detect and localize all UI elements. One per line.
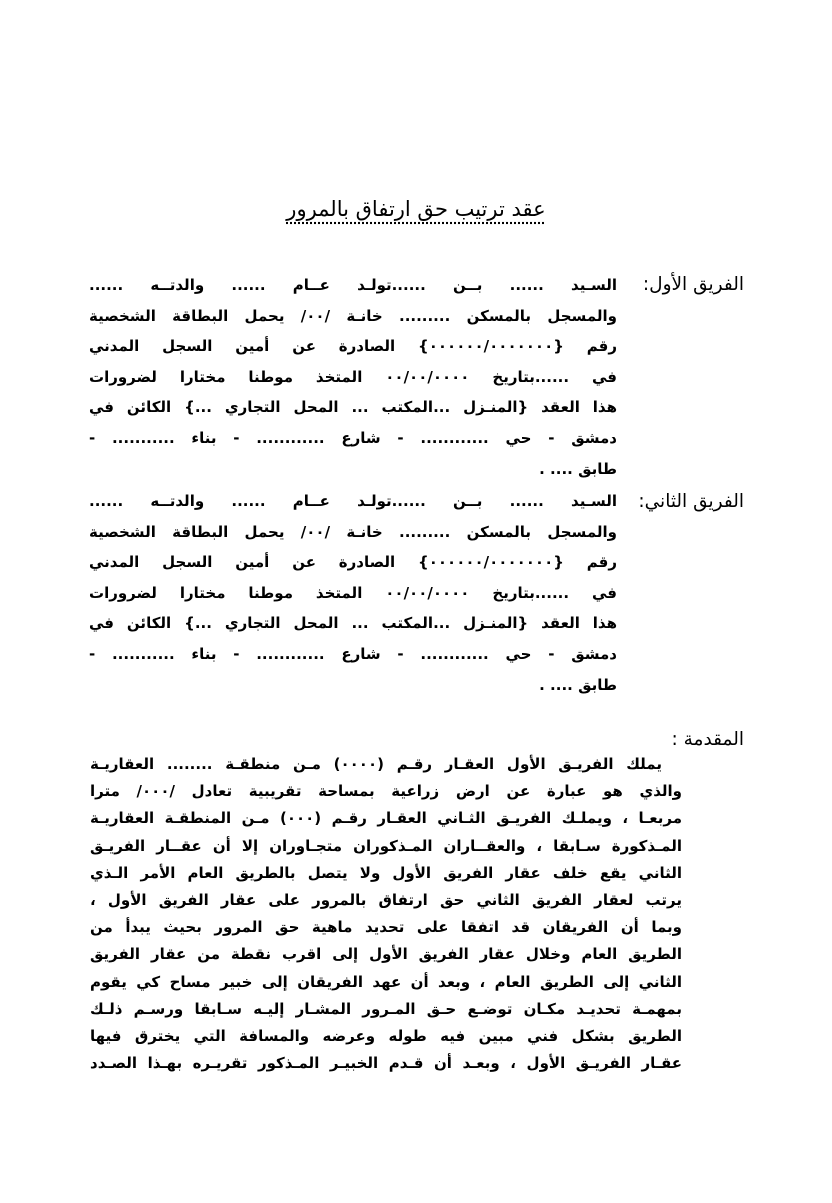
party-one-line: طابق .... . bbox=[539, 459, 617, 478]
introduction-line: الثاني يقع خلف عقار الفريق الأول ولا يتصل بالطريق العام الأمر الـذي bbox=[90, 863, 682, 882]
party-two-label: الفريق الثاني: bbox=[638, 491, 744, 512]
introduction-line: عقـار الفريـق الأول ، وبعـد أن قـدم الخبيـر المـذكور تقريـره بهـذا الصـدد bbox=[90, 1054, 682, 1073]
party-two-line: دمشق - حي ............ - شارع ............ - بناء ........... - bbox=[89, 644, 617, 663]
introduction-line: الطريق العام وخلال عقار الفريق الأول إلى اقرب نقطة من عقار الفريق bbox=[90, 945, 682, 964]
party-one-label: الفريق الأول: bbox=[642, 274, 744, 295]
party-one-line: في ......بتاريخ ٠٠/٠٠/٠٠٠٠ المتخذ موطنا مختارا لضرورات bbox=[89, 367, 617, 386]
party-two-line: رقم {٠٠٠٠٠٠/٠٠٠٠٠٠٠} الصادرة عن أمين السجل المدني bbox=[89, 553, 617, 572]
party-two-line: والمسجل بالمسكن ......... خانـة /٠٠/ يحمل البطاقة الشخصية bbox=[89, 522, 617, 541]
introduction-line: مربعـا ، ويملـك الفريـق الثـاني العقـار رقـم (٠٠٠) مـن المنطقـة العقاريـة bbox=[90, 809, 682, 828]
introduction-line: الثاني إلى الطريق العام ، وبعد أن عهد الفريقان إلى خبير مساح كي يقوم bbox=[90, 972, 682, 991]
introduction-line: المـذكورة سـابقا ، والعقــاران المـذكوران متجـاوران إلا أن عقــار الفريـق bbox=[90, 836, 682, 855]
introduction-line: يرتب لعقار الفريق الثاني حق ارتفاق بالمرور على عقار الفريق الأول ، bbox=[90, 890, 682, 909]
introduction-line: الطريق بشكل فني مبين فيه طوله وعرضه والمسافة التي يخترق فيها bbox=[90, 1026, 682, 1045]
party-two-details bbox=[89, 486, 617, 700]
introduction-text bbox=[90, 751, 682, 1077]
introduction-line: وبما أن الفريقان قد اتفقا على تحديد ماهية حق المرور بحيث يبدأ من bbox=[90, 918, 682, 937]
introduction-label: المقدمة : bbox=[671, 729, 744, 750]
party-two-line: طابق .... . bbox=[539, 675, 617, 694]
party-one-details bbox=[89, 270, 617, 484]
party-one-line: دمشق - حي ............ - شارع ............ - بناء ........... - bbox=[89, 428, 617, 447]
party-two-line: في ......بتاريخ ٠٠/٠٠/٠٠٠٠ المتخذ موطنا مختارا لضرورات bbox=[89, 583, 617, 602]
party-two-line: السـيد ...... بــن ......تولـد عــام ...... والدتــه ...... bbox=[89, 492, 617, 510]
introduction-line: بمهمـة تحديـد مكـان توضـع حـق المـرور المشـار إليـه سـابقا ورسـم ذلـك bbox=[90, 999, 682, 1018]
party-one-line: رقم {٠٠٠٠٠٠/٠٠٠٠٠٠٠} الصادرة عن أمين السجل المدني bbox=[89, 337, 617, 356]
document-title: عقد ترتيب حق ارتفاق بالمرور bbox=[286, 197, 546, 221]
party-one-line: السـيد ...... بــن ......تولـد عــام ...... والدتــه ...... bbox=[89, 276, 617, 294]
introduction-line: يملك الفريـق الأول العقـار رقـم (٠٠٠٠) مـن منطقـة ........ العقاريـة bbox=[90, 755, 662, 773]
party-one-line: والمسجل بالمسكن ......... خانـة /٠٠/ يحمل البطاقة الشخصية bbox=[89, 306, 617, 325]
introduction-line: والذي هو عبارة عن ارض زراعية بمساحة تقريبية تعادل /٠٠٠/ مترا bbox=[90, 782, 682, 801]
party-two-line: هذا العقد {المنـزل ...المكتب ... المحل التجاري ...} الكائن في bbox=[89, 614, 617, 633]
party-one-line: هذا العقد {المنـزل ...المكتب ... المحل التجاري ...} الكائن في bbox=[89, 398, 617, 417]
